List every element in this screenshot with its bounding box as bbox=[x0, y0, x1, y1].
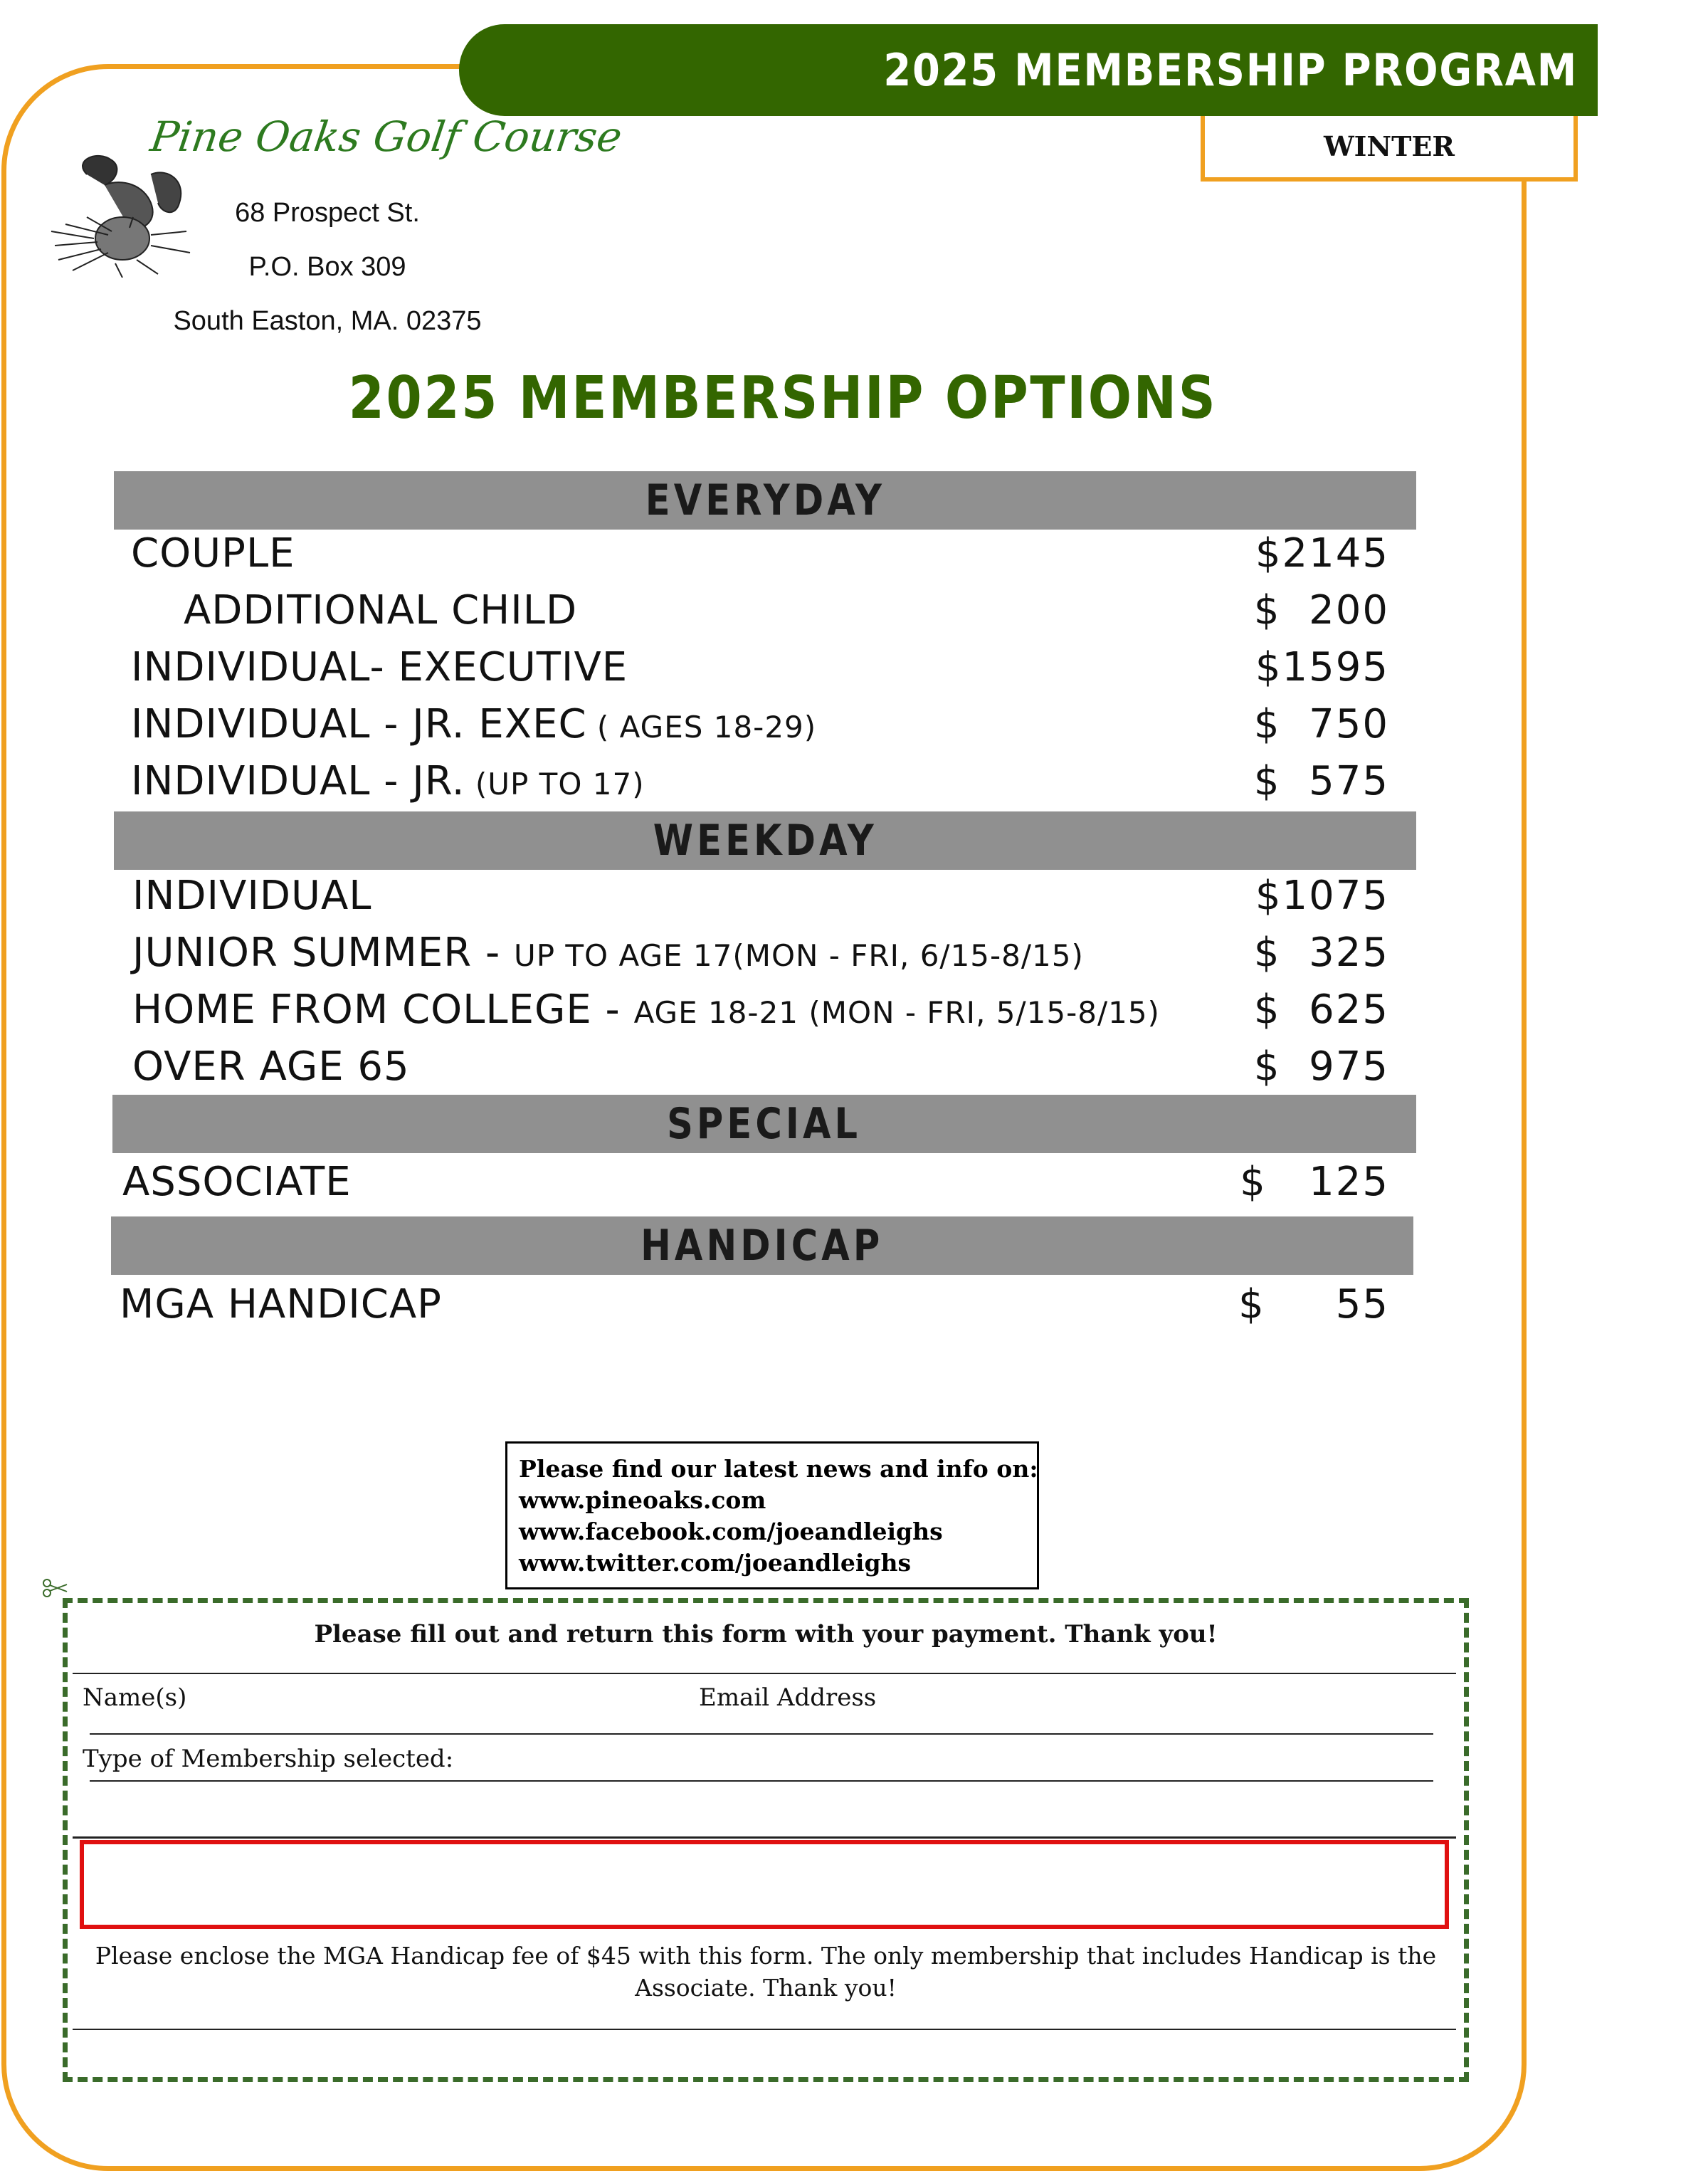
highlight-box bbox=[80, 1840, 1449, 1929]
option-home-from-college: HOME FROM COLLEGE - AGE 18-21 (MON - FRI, 5/15-8/15) bbox=[132, 987, 1160, 1033]
address-po-box: P.O. Box 309 bbox=[248, 252, 406, 282]
membership-type-input-line[interactable] bbox=[90, 1780, 1433, 1782]
website-link[interactable]: www.pineoaks.com bbox=[519, 1486, 766, 1514]
banner-title: 2025 MEMBERSHIP PROGRAM bbox=[883, 44, 1578, 96]
price-couple: $2145 bbox=[1255, 530, 1389, 577]
option-junior-summer: JUNIOR SUMMER - UP TO AGE 17(MON - FRI, 6/15-8/15) bbox=[132, 930, 1084, 976]
scissors-icon bbox=[41, 1577, 70, 1599]
header-banner bbox=[459, 24, 1598, 116]
price-junior-summer: $ 325 bbox=[1253, 930, 1389, 976]
option-over-age-65: OVER AGE 65 bbox=[132, 1044, 410, 1090]
form-instruction: Please fill out and return this form with your payment. Thank you! bbox=[314, 1620, 1218, 1649]
form-divider bbox=[73, 1673, 1456, 1674]
section-header-everyday: EVERYDAY bbox=[114, 471, 1416, 530]
name-label: Name(s) bbox=[83, 1683, 187, 1712]
option-couple: COUPLE bbox=[131, 530, 295, 577]
section-header-weekday: WEEKDAY bbox=[114, 811, 1416, 870]
section-header-handicap: HANDICAP bbox=[111, 1216, 1413, 1275]
name-email-input-line[interactable] bbox=[90, 1733, 1433, 1735]
option-associate: ASSOCIATE bbox=[122, 1159, 352, 1205]
email-label: Email Address bbox=[699, 1683, 877, 1712]
option-individual-executive: INDIVIDUAL- EXECUTIVE bbox=[131, 644, 628, 690]
info-heading: Please find our latest news and info on: bbox=[519, 1455, 1038, 1483]
price-individual-jr: $ 575 bbox=[1253, 758, 1389, 804]
handicap-fee-note-line2: Associate. Thank you! bbox=[635, 1974, 897, 2002]
form-divider bbox=[73, 1836, 1456, 1839]
price-weekday-individual: $1075 bbox=[1255, 873, 1389, 919]
season-label: WINTER bbox=[1201, 116, 1578, 182]
info-box bbox=[505, 1441, 1039, 1589]
option-additional-child: ADDITIONAL CHILD bbox=[184, 587, 578, 634]
price-associate: $ 125 bbox=[1240, 1159, 1389, 1205]
option-mga-handicap: MGA HANDICAP bbox=[120, 1281, 442, 1328]
option-individual-jr-exec: INDIVIDUAL - JR. EXEC ( AGES 18-29) bbox=[131, 701, 817, 747]
page-title: 2025 MEMBERSHIP OPTIONS bbox=[348, 364, 1218, 432]
form-divider bbox=[73, 2029, 1456, 2030]
option-weekday-individual: INDIVIDUAL bbox=[132, 873, 372, 919]
price-home-from-college: $ 625 bbox=[1253, 987, 1389, 1033]
option-individual-jr: INDIVIDUAL - JR. (UP TO 17) bbox=[131, 758, 645, 804]
price-individual-jr-exec: $ 750 bbox=[1253, 701, 1389, 747]
facebook-link[interactable]: www.facebook.com/joeandleighs bbox=[519, 1518, 943, 1545]
handicap-fee-note-line1: Please enclose the MGA Handicap fee of $45 with this form. The only membership that includes Handicap is the bbox=[95, 1942, 1437, 1970]
club-logo-name: Pine Oaks Golf Course bbox=[147, 112, 626, 161]
address-city: South Easton, MA. 02375 bbox=[173, 306, 482, 336]
address-street: 68 Prospect St. bbox=[235, 198, 420, 228]
section-header-special: SPECIAL bbox=[112, 1095, 1416, 1153]
price-additional-child: $ 200 bbox=[1253, 587, 1389, 634]
price-individual-executive: $1595 bbox=[1255, 644, 1389, 690]
price-mga-handicap: $ 55 bbox=[1238, 1281, 1389, 1328]
twitter-link[interactable]: www.twitter.com/joeandleighs bbox=[519, 1549, 912, 1577]
membership-type-label: Type of Membership selected: bbox=[83, 1745, 454, 1773]
price-over-age-65: $ 975 bbox=[1253, 1044, 1389, 1090]
